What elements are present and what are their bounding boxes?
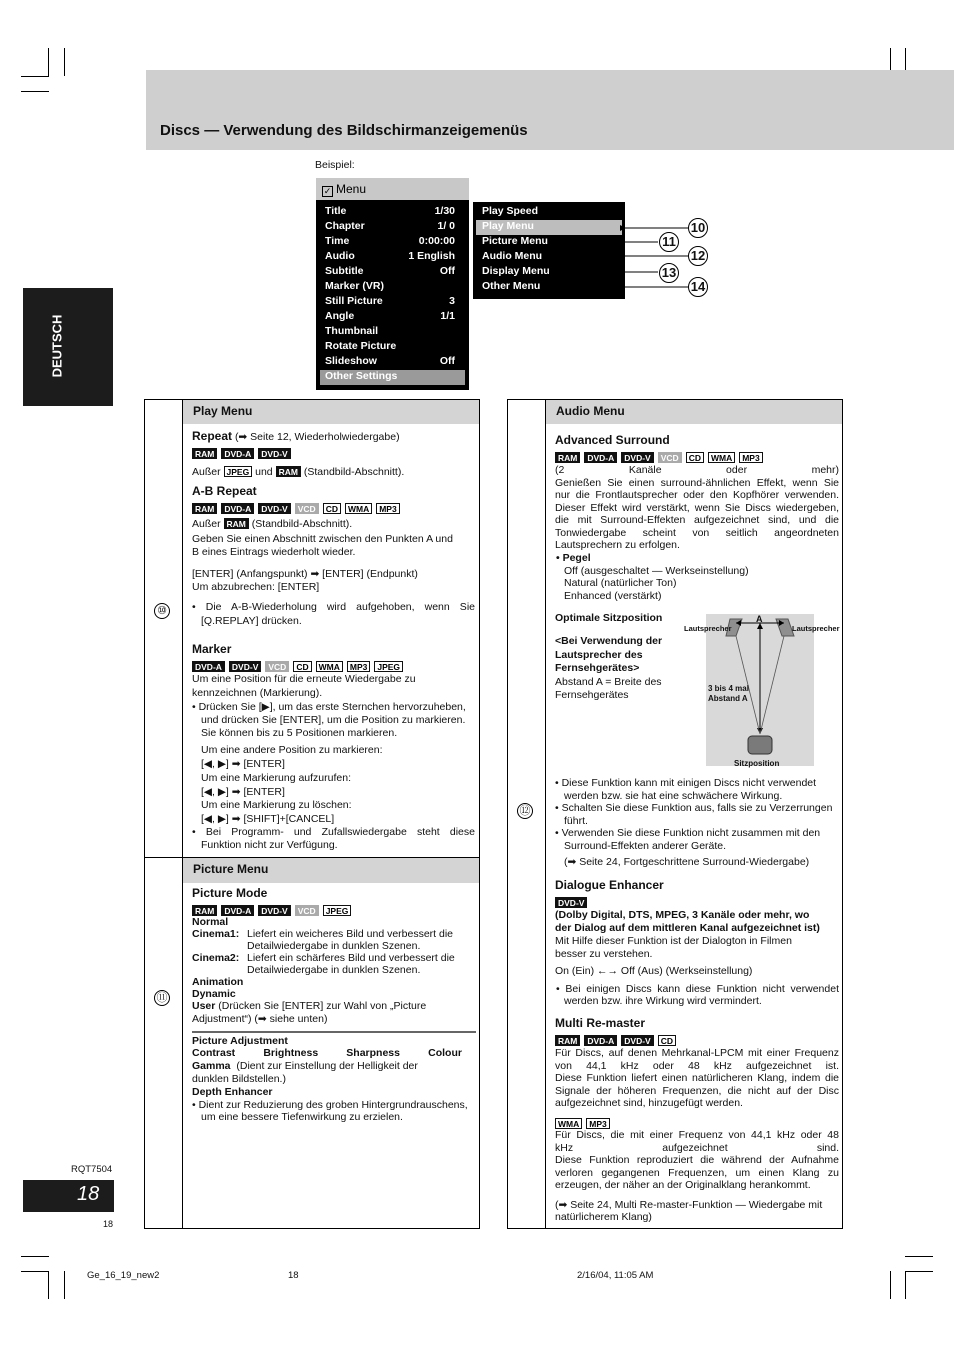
disc-badge-vcd: VCD xyxy=(295,905,319,916)
osd-menu-item-label: Chapter xyxy=(325,220,365,232)
mode-user-desc-1: (Drücken Sie [ENTER] zur Wahl von „Picture xyxy=(218,1000,427,1012)
diagram-seat-label: Sitzposition xyxy=(734,759,780,768)
mode-cinema1-label: Cinema1: xyxy=(192,928,240,940)
crop-mark xyxy=(21,76,49,77)
disc-badge-dvd-a: DVD-A xyxy=(221,503,254,514)
disc-badge-mp3: MP3 xyxy=(586,1118,609,1129)
marker-step-2: [◀, ▶] ➡ [ENTER] xyxy=(201,758,285,770)
diagram-distance-1: 3 bis 4 mal xyxy=(708,684,749,693)
osd-menu-item[interactable] xyxy=(325,280,455,295)
text-line: von 44,1 kHz oder 48 kHz aufgezeichnet ist. xyxy=(555,1059,839,1072)
osd-menu-item-label: Still Picture xyxy=(325,295,383,307)
osd-submenu-item[interactable]: Display Menu xyxy=(482,265,550,277)
crop-mark xyxy=(21,1271,49,1272)
disc-badge-dvd-v: DVD-V xyxy=(621,1035,653,1046)
osd-menu-item-value: 0:00:00 xyxy=(418,235,455,247)
disc-badge-ram: RAM xyxy=(555,1035,580,1046)
disc-badge-ram: RAM xyxy=(555,452,580,463)
adj-sharpness: Sharpness xyxy=(346,1047,400,1059)
disc-badge-dvd-v: DVD-V xyxy=(229,661,261,672)
mode-cinema2-desc-1: Liefert ein schärferes Bild und verbessert die xyxy=(247,952,455,964)
optimal-seat-line-2: Fernsehgerätes xyxy=(555,689,629,701)
text-line: erzeugen, der näher an der Originalklang herankommt. xyxy=(555,1179,811,1191)
mode-cinema1-desc-2: Detailwiedergabe in dunklen Szenen. xyxy=(247,940,421,952)
disc-badge-dvd-a: DVD-A xyxy=(584,452,617,463)
diagram-speaker-left: Lautsprecher xyxy=(684,624,732,633)
divider xyxy=(182,399,183,1229)
multi-remaster-badges-2 xyxy=(555,1118,610,1129)
repeat-ref: (➡ Seite 12, Wiederholwiedergabe) xyxy=(234,431,400,443)
mode-dynamic: Dynamic xyxy=(192,988,236,1000)
depth-enhancer-title: Depth Enhancer xyxy=(192,1086,273,1098)
osd-menu-item-label: Audio xyxy=(325,250,355,262)
callout-12: 12 xyxy=(688,246,708,266)
osd-menu xyxy=(316,178,469,390)
multi-remaster-ref-2: natürlicherem Klang) xyxy=(555,1211,652,1223)
ab-except-post: (Standbild-Abschnitt). xyxy=(251,518,353,530)
disc-badge-cd: CD xyxy=(686,452,704,463)
footer-file-page: 18 xyxy=(288,1270,299,1281)
disc-badge-dvd-a: DVD-A xyxy=(221,448,254,459)
mode-cinema2-label: Cinema2: xyxy=(192,952,240,964)
adj-contrast: Contrast xyxy=(192,1047,236,1059)
osd-submenu-item[interactable]: Picture Menu xyxy=(482,235,548,247)
disc-badge-dvd-a: DVD-A xyxy=(221,905,254,916)
text-line: Lautsprechern zu erfolgen. xyxy=(555,539,680,551)
diagram-speaker-right: Lautsprecher xyxy=(792,624,840,633)
badge-ram: RAM xyxy=(276,466,301,477)
adj-brightness: Brightness xyxy=(263,1047,319,1059)
dialogue-note-1: • Bei einigen Discs kann diese Funktion nicht verwendet xyxy=(556,983,839,995)
disc-badge-wma: WMA xyxy=(708,452,735,463)
text-line: Surround-Effekten anderer Geräte. xyxy=(564,839,727,852)
osd-menu-item[interactable] xyxy=(325,310,455,325)
ab-repeat-title: A-B Repeat xyxy=(192,484,257,498)
text-line: • Verwenden Sie diese Funktion nicht zusammen mit den xyxy=(555,827,821,839)
mode-user-desc-2: Adjustment“) (➡ siehe unten) xyxy=(192,1013,328,1025)
marker-title: Marker xyxy=(192,642,232,656)
pegel-option-3: Enhanced (verstärkt) xyxy=(564,590,662,602)
optimal-seat-line-1: Abstand A = Breite des xyxy=(555,676,662,688)
ab-enter: [ENTER] (Anfangspunkt) ➡ [ENTER] (Endpunkt) xyxy=(192,568,418,580)
disc-badge-dvd-v: DVD-V xyxy=(555,897,587,908)
osd-submenu xyxy=(473,202,625,299)
divider xyxy=(545,399,546,1229)
text-line: nur die Frontlautsprecher oder den Kopfhörer verwenden. xyxy=(555,489,839,501)
text-line: Signale der höheren Frequenzen, die nicht auf der Disc xyxy=(555,1084,839,1097)
marker-line-2: kennzeichnen (Markierung). xyxy=(192,687,323,699)
multi-remaster-badges xyxy=(555,1035,676,1046)
play-menu-header: Play Menu xyxy=(183,400,479,424)
osd-menu-item[interactable] xyxy=(325,265,455,280)
osd-menu-item-value: Off xyxy=(439,265,455,277)
optimal-seat-bold-3: Fernsehgerätes> xyxy=(555,662,640,674)
mode-animation: Animation xyxy=(192,976,244,988)
marker-note-2: Funktion nicht zur Verfügung. xyxy=(201,839,338,851)
osd-menu-item-label: Subtitle xyxy=(325,265,364,277)
badge-ram: RAM xyxy=(224,518,249,529)
footer-file: Ge_16_19_new2 xyxy=(87,1270,160,1281)
disc-badge-vcd: VCD xyxy=(265,661,289,672)
adj-colour: Colour xyxy=(428,1047,462,1059)
osd-submenu-item[interactable]: Other Menu xyxy=(482,280,541,292)
crop-mark xyxy=(48,48,49,76)
text-line: Genießen Sie einen surround-ähnlichen Effekt, wenn Sie xyxy=(555,476,839,489)
gamma-label: Gamma xyxy=(192,1060,231,1072)
text-line: (2 Kanäle oder mehr) xyxy=(555,464,839,476)
marker-line-1: Um eine Position für die erneute Wiedergabe zu xyxy=(192,673,416,685)
page-title: Discs — Verwendung des Bildschirmanzeigemenüs xyxy=(160,122,528,139)
text-line: Diese Funktion reproduziert die während der Aufnahme xyxy=(555,1154,839,1166)
dialogue-enhancer-badges xyxy=(555,897,587,908)
marker-step-3: Um eine Markierung aufzurufen: xyxy=(201,772,351,784)
osd-menu-item[interactable] xyxy=(325,355,455,370)
ab-desc-1: Geben Sie einen Abschnitt zwischen den Punkten A und xyxy=(192,533,453,545)
disc-badge-wma: WMA xyxy=(345,503,372,514)
osd-submenu-item[interactable]: Audio Menu xyxy=(482,250,543,262)
callout-13: 13 xyxy=(659,263,679,283)
osd-menu-item-value: 1/1 xyxy=(440,310,455,322)
crop-mark xyxy=(21,91,49,92)
pegel-option-1: Off (ausgeschaltet — Werkseinstellung) xyxy=(564,565,749,577)
disc-badge-dvd-a: DVD-A xyxy=(192,661,225,672)
crop-mark xyxy=(890,1271,891,1299)
language-tab xyxy=(23,288,113,406)
page-number-small: 18 xyxy=(103,1219,114,1229)
osd-menu-item-label: Slideshow xyxy=(325,355,377,367)
osd-menu-item-label: Rotate Picture xyxy=(325,340,397,352)
model-number: RQT7504 xyxy=(71,1164,113,1175)
disc-badge-vcd: VCD xyxy=(658,452,682,463)
crop-mark xyxy=(48,1271,49,1299)
osd-menu-item-label: Angle xyxy=(325,310,355,322)
text-line: Tonwiedergabe scheint von seitlich angeordneten xyxy=(555,526,839,539)
disc-badge-cd: CD xyxy=(658,1035,676,1046)
repeat-badges xyxy=(192,448,291,459)
optimal-seat-title: Optimale Sitzposition xyxy=(555,612,663,624)
dialogue-enhancer-title: Dialogue Enhancer xyxy=(555,878,664,892)
page-number-box xyxy=(23,1180,114,1212)
text-line: Dieser Effekt wird verstärkt, wenn Sie Discs wiedergeben, xyxy=(555,501,839,514)
ab-note-2: [Q.REPLAY] drücken. xyxy=(201,615,302,627)
marker-note-1: • Bei Programm- und Zufallswiedergabe steht diese xyxy=(192,826,475,838)
diagram-distance-a: A xyxy=(756,614,763,624)
crop-mark xyxy=(64,1271,65,1299)
marker-step-1: Um eine andere Position zu markieren: xyxy=(201,744,383,756)
disc-badge-mp3: MP3 xyxy=(347,661,370,672)
text-line: werden bzw. sie hat eine schwächere Wirkung. xyxy=(564,789,783,802)
crop-mark xyxy=(905,1256,933,1257)
osd-submenu-item[interactable]: Play Menu xyxy=(476,220,622,235)
disc-badge-jpeg: JPEG xyxy=(374,661,403,672)
disc-badge-wma: WMA xyxy=(316,661,343,672)
ab-note-1: • Die A-B-Wiederholung wird aufgehoben, wenn Sie xyxy=(192,601,475,613)
osd-menu-item[interactable] xyxy=(325,325,455,340)
text-line: Für Discs, die mit einer Frequenz von 44,1 kHz oder 48 xyxy=(555,1129,839,1141)
diagram-distance-2: Abstand A xyxy=(708,694,748,703)
advanced-surround-title: Advanced Surround xyxy=(555,433,670,447)
osd-submenu-item[interactable]: Play Speed xyxy=(482,205,539,217)
osd-menu-item-value: 1/30 xyxy=(434,205,455,217)
text-line: die mit Surround-Effekten aufgezeichnet sind, und die xyxy=(555,514,839,526)
text-line: verloren gegangenen Frequenzen, um einen Klang zu xyxy=(555,1166,839,1179)
pegel-option-2: Natural (natürlicher Ton) xyxy=(564,577,677,589)
repeat-except-text: Außer xyxy=(192,466,221,478)
marker-step-6: [◀, ▶] ➡ [SHIFT]+[CANCEL] xyxy=(201,813,335,825)
osd-menu-item[interactable] xyxy=(325,235,455,250)
osd-menu-item-label: Thumbnail xyxy=(325,325,379,337)
dialogue-line-1: Mit Hilfe dieser Funktion ist der Dialogton in Filmen xyxy=(555,935,792,947)
advanced-surround-badges xyxy=(555,452,763,463)
picture-mode-title: Picture Mode xyxy=(192,886,268,900)
divider xyxy=(192,1031,476,1033)
mode-normal: Normal xyxy=(192,916,229,928)
osd-menu-item-value: 1 English xyxy=(408,250,455,262)
dialogue-note-2: werden bzw. ihre Wirkung wird vermindert. xyxy=(564,995,762,1007)
osd-menu-title: Menu xyxy=(336,182,367,196)
osd-menu-item[interactable] xyxy=(325,205,455,220)
osd-menu-item-value: 3 xyxy=(449,295,455,307)
picture-mode-badges xyxy=(192,905,351,916)
crop-mark xyxy=(64,48,65,76)
marker-bullet-2: und drücken Sie [ENTER], um die Position zu markieren. xyxy=(201,714,466,726)
gamma-desc-1: (Dient zur Einstellung der Helligkeit der xyxy=(236,1060,418,1072)
osd-menu-item-value: Off xyxy=(439,355,455,367)
ab-desc-2: B eines Eintrags wiederholt wieder. xyxy=(192,546,356,558)
dialogue-bold-2: der Dialog auf dem mittleren Kanal aufgezeichnet ist) xyxy=(555,922,820,934)
disc-badge-dvd-v: DVD-V xyxy=(258,905,290,916)
crop-mark xyxy=(21,1256,49,1257)
page-number: 18 xyxy=(77,1183,100,1205)
disc-badge-dvd-v: DVD-V xyxy=(621,452,653,463)
osd-menu-item-value: 1/ 0 xyxy=(437,220,455,232)
disc-badge-mp3: MP3 xyxy=(376,503,399,514)
disc-badge-wma: WMA xyxy=(555,1118,582,1129)
picture-adjustment-items xyxy=(192,1047,462,1060)
section-number-12: ⑫ xyxy=(517,803,533,819)
multi-remaster-ref-1: (➡ Seite 24, Multi Re-master-Funktion — Wiedergabe mit xyxy=(555,1199,823,1211)
disc-badge-vcd: VCD xyxy=(295,503,319,514)
disc-badge-ram: RAM xyxy=(192,448,217,459)
optimal-seat-bold-1: <Bei Verwendung der xyxy=(555,635,663,647)
text-line: führt. xyxy=(564,814,588,827)
advanced-surround-ref: (➡ Seite 24, Fortgeschrittene Surround-Wiedergabe) xyxy=(564,856,810,868)
osd-menu-item-label: Title xyxy=(325,205,347,217)
marker-badges xyxy=(192,661,403,672)
crop-mark xyxy=(905,1271,933,1272)
dialogue-bold-1: (Dolby Digital, DTS, MPEG, 3 Kanäle oder mehr, wo xyxy=(555,909,810,921)
callout-11: 11 xyxy=(659,232,679,252)
section-number-11: ⑪ xyxy=(154,990,170,1006)
section-number-10: ⑩ xyxy=(154,603,170,619)
ab-cancel: Um abzubrechen: [ENTER] xyxy=(192,581,320,593)
osd-other-settings[interactable]: Other Settings xyxy=(320,370,465,385)
disc-badge-dvd-v: DVD-V xyxy=(258,503,290,514)
osd-menu-item[interactable] xyxy=(325,340,455,355)
marker-step-5: Um eine Markierung zu löschen: xyxy=(201,799,352,811)
language-tab-label: DEUTSCH xyxy=(49,314,65,378)
dialogue-line-2: besser zu verstehen. xyxy=(555,948,653,960)
picture-adjustment-title: Picture Adjustment xyxy=(192,1035,288,1047)
disc-badge-jpeg: JPEG xyxy=(323,905,352,916)
disc-badge-dvd-a: DVD-A xyxy=(584,1035,617,1046)
crop-mark xyxy=(905,1271,906,1299)
callout-14: 14 xyxy=(688,277,708,297)
repeat-except-and: und xyxy=(255,466,273,478)
text-line: • Schalten Sie diese Funktion aus, falls sie zu Verzerrungen xyxy=(555,802,833,814)
disc-badge-cd: CD xyxy=(293,661,311,672)
mode-cinema1-desc-1: Liefert ein weicheres Bild und verbessert die xyxy=(247,928,454,940)
text-line: • Diese Funktion kann mit einigen Discs nicht verwendet xyxy=(555,777,817,789)
badge-jpeg: JPEG xyxy=(224,466,253,477)
ab-repeat-badges xyxy=(192,503,400,514)
pegel-title: • Pegel xyxy=(556,552,591,564)
picture-menu-header: Picture Menu xyxy=(183,858,479,883)
depth-desc-2: um eine bessere Tiefenwirkung zu erzielen. xyxy=(201,1111,403,1123)
osd-menu-item[interactable] xyxy=(325,250,455,265)
disc-badge-dvd-v: DVD-V xyxy=(258,448,290,459)
optimal-seat-bold-2: Lautsprecher des xyxy=(555,649,643,661)
callout-10: 10 xyxy=(688,218,708,238)
audio-menu-header: Audio Menu xyxy=(546,400,842,424)
dialogue-onoff: On (Ein) ←→ Off (Aus) (Werkseinstellung) xyxy=(555,965,753,977)
osd-menu-item[interactable] xyxy=(325,220,455,235)
mode-cinema2-desc-2: Detailwiedergabe in dunklen Szenen. xyxy=(247,964,421,976)
disc-badge-mp3: MP3 xyxy=(739,452,762,463)
text-line: Für Discs, auf denen Mehrkanal-LPCM mit einer Frequenz xyxy=(555,1047,839,1059)
text-line: Diese Funktion liefert einen natürlicheren Klang, indem die xyxy=(555,1072,839,1084)
repeat-except-post: (Standbild-Abschnitt). xyxy=(303,466,405,478)
text-line: kHz aufgezeichnet sind. xyxy=(555,1141,839,1154)
marker-bullet-3: Sie können bis zu 5 Positionen markieren. xyxy=(201,727,398,739)
osd-menu-item-label: Marker (VR) xyxy=(325,280,384,292)
osd-menu-item[interactable] xyxy=(325,295,455,310)
example-label: Beispiel: xyxy=(315,159,355,171)
ab-except-text: Außer xyxy=(192,518,221,530)
disc-badge-ram: RAM xyxy=(192,503,217,514)
depth-desc-1: • Dient zur Reduzierung des groben Hintergrundrauschens, xyxy=(192,1099,468,1111)
text-line: aufgezeichnet sind, hinzugefügt werden. xyxy=(555,1097,743,1109)
osd-menu-item-label: Time xyxy=(325,235,350,247)
checkbox-icon: ✓ xyxy=(323,186,332,196)
mode-user-label: User xyxy=(192,1000,216,1012)
gamma-desc-2: dunklen Bildstellen.) xyxy=(192,1073,286,1085)
marker-step-4: [◀, ▶] ➡ [ENTER] xyxy=(201,786,285,798)
multi-remaster-title: Multi Re-master xyxy=(555,1016,646,1030)
disc-badge-cd: CD xyxy=(323,503,341,514)
repeat-title: Repeat xyxy=(192,429,233,443)
disc-badge-ram: RAM xyxy=(192,905,217,916)
footer-date: 2/16/04, 11:05 AM xyxy=(577,1270,654,1281)
osd-menu-header xyxy=(316,178,469,200)
marker-bullet-1: • Drücken Sie [▶], um das erste Sternchen hervorzuheben, xyxy=(192,701,466,713)
